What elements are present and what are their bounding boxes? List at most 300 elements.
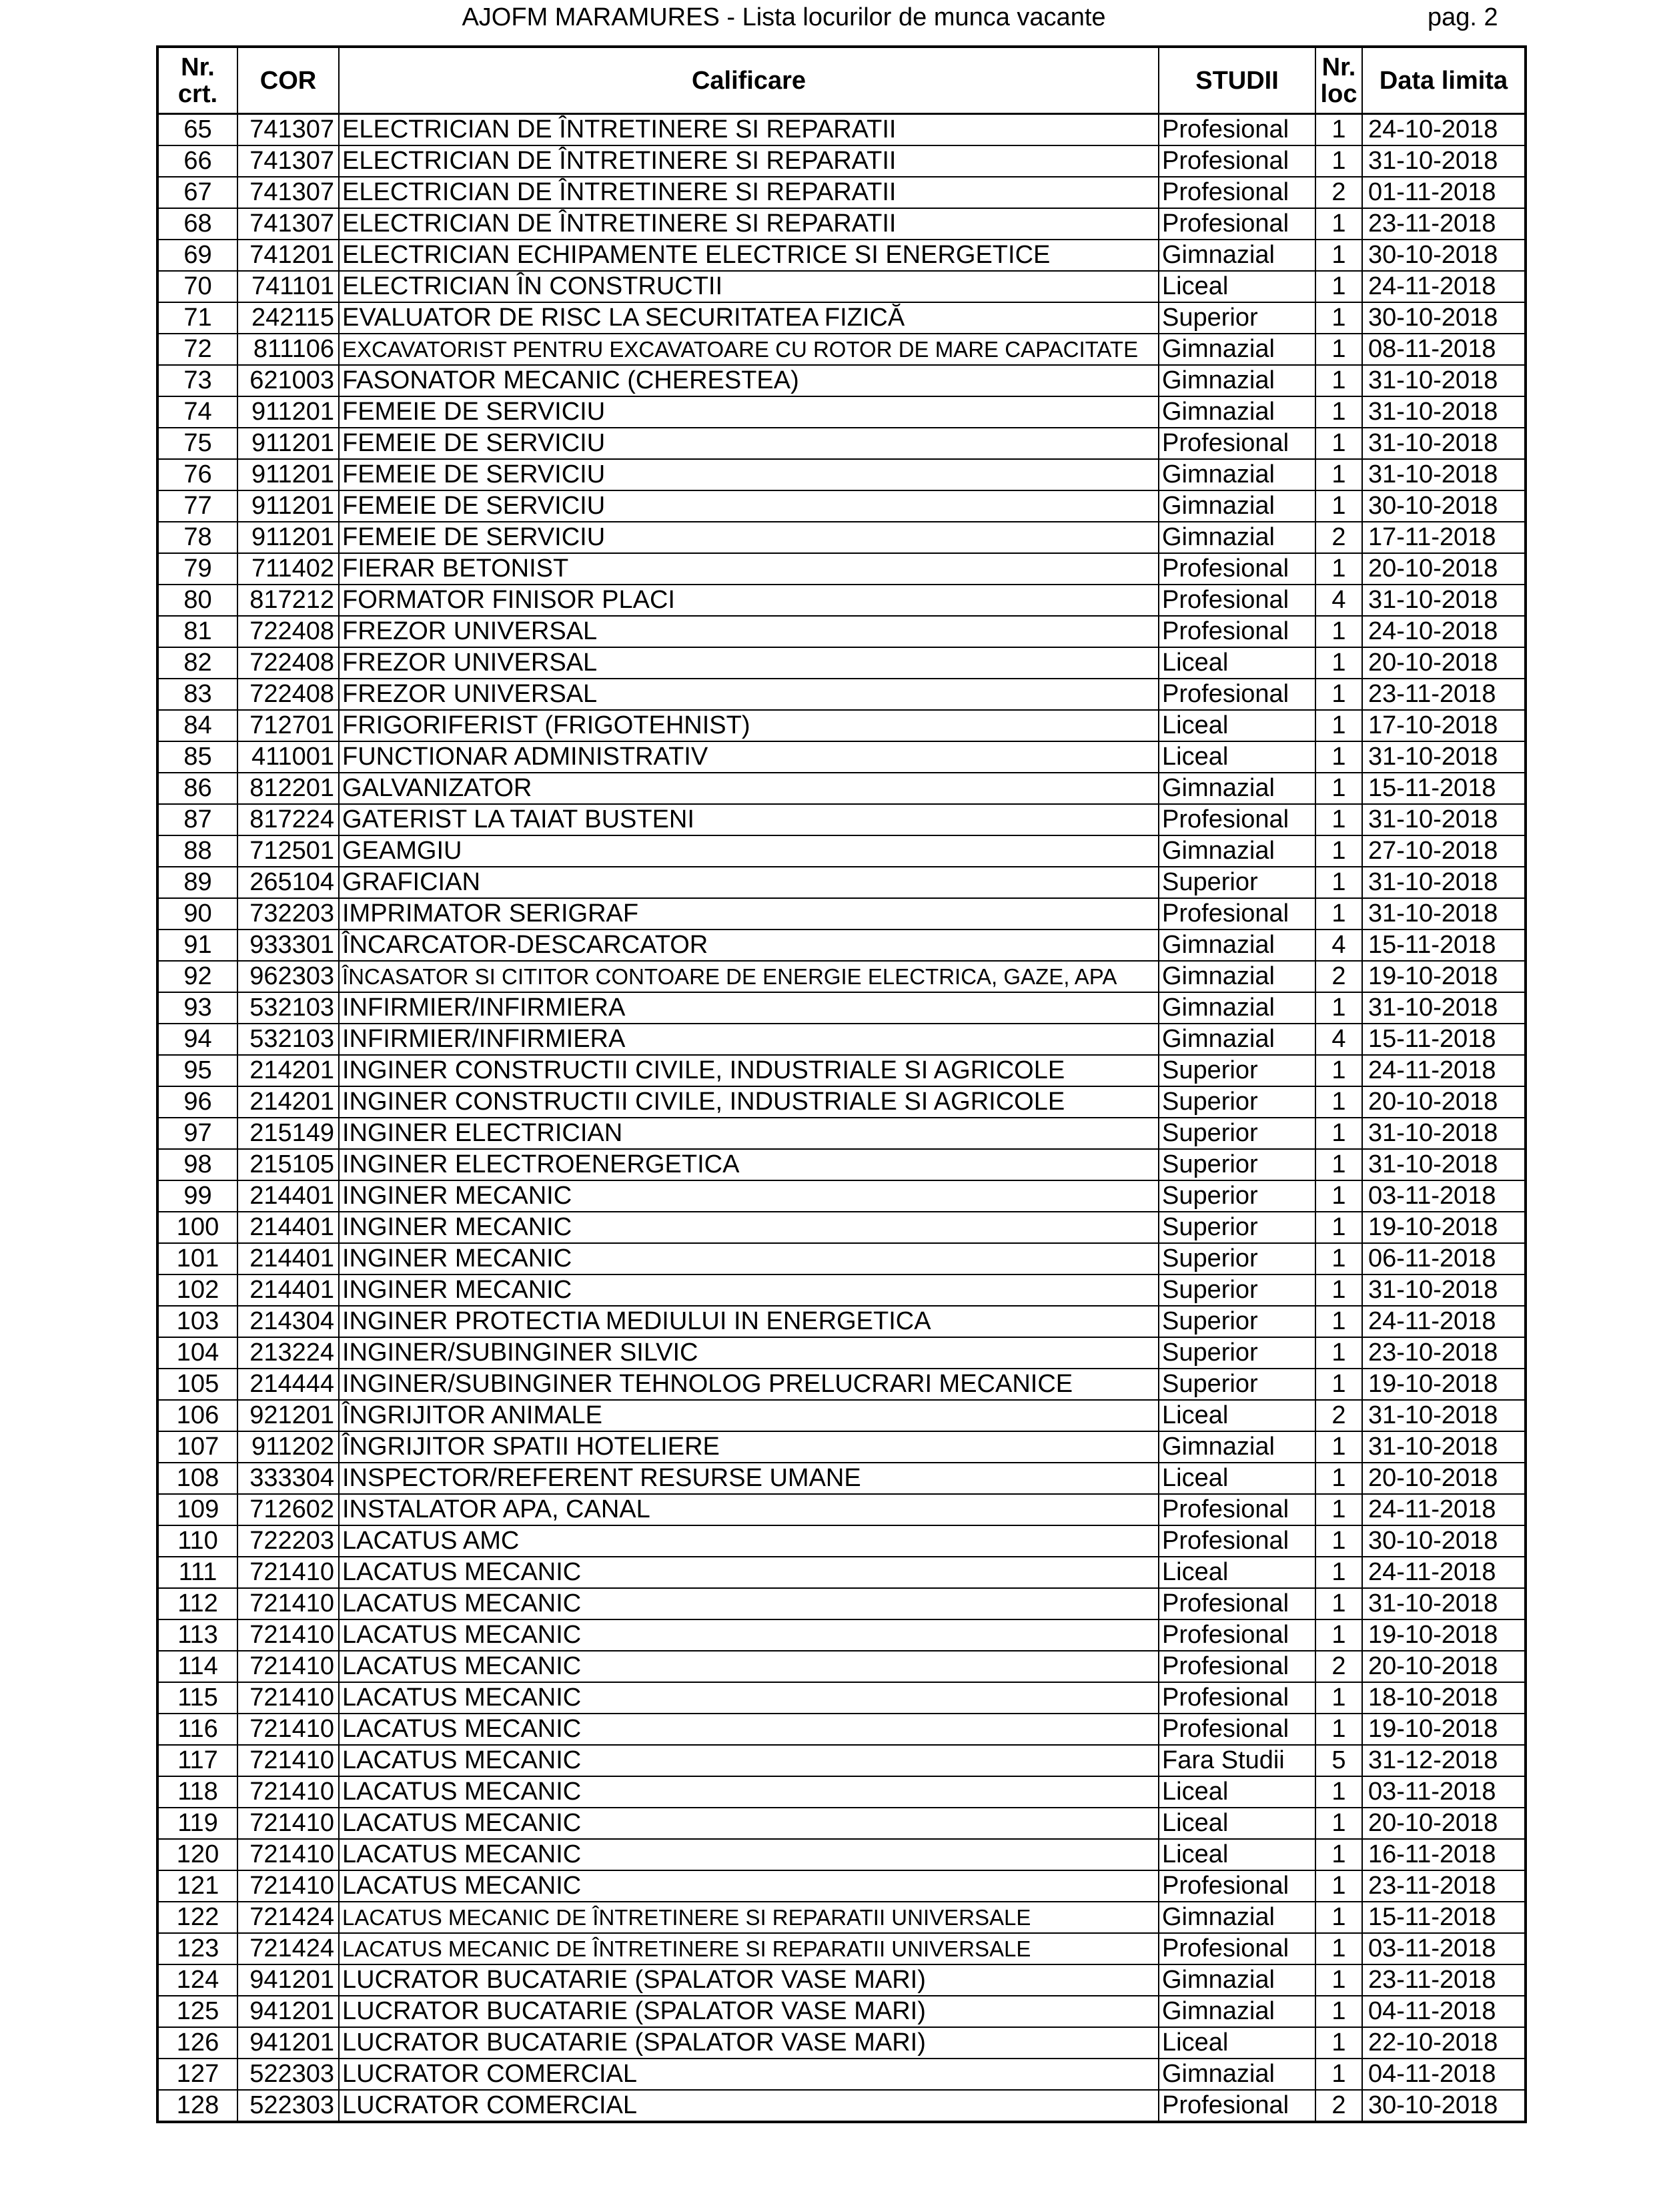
cell-nr-crt: 124 <box>157 1964 237 1996</box>
cell-nr-crt: 68 <box>157 208 237 240</box>
cell-nr-loc: 1 <box>1315 1996 1362 2027</box>
cell-cor: 721410 <box>237 1682 339 1714</box>
cell-data-limita: 31-10-2018 <box>1362 898 1526 930</box>
cell-studii: Gimnazial <box>1159 1964 1315 1996</box>
table-row <box>157 365 1526 396</box>
cell-studii: Superior <box>1159 867 1315 898</box>
cell-calificare: LACATUS MECANIC <box>339 1808 1159 1839</box>
cell-cor: 732203 <box>237 898 339 930</box>
cell-nr-crt: 128 <box>157 2090 237 2122</box>
cell-calificare: GRAFICIAN <box>339 867 1159 898</box>
cell-data-limita: 30-10-2018 <box>1362 2090 1526 2122</box>
table-row <box>157 835 1526 867</box>
cell-calificare: ELECTRICIAN DE ÎNTRETINERE SI REPARATII <box>339 114 1159 146</box>
cell-nr-crt: 110 <box>157 1525 237 1557</box>
cell-nr-loc: 1 <box>1315 271 1362 302</box>
cell-studii: Gimnazial <box>1159 459 1315 490</box>
cell-nr-loc: 1 <box>1315 1337 1362 1369</box>
column-header-nr-crt-line1: Nr. <box>181 53 215 81</box>
cell-calificare: FORMATOR FINISOR PLACI <box>339 585 1159 616</box>
cell-studii: Gimnazial <box>1159 1902 1315 1933</box>
cell-calificare: LACATUS MECANIC <box>339 1651 1159 1682</box>
cell-studii: Profesional <box>1159 1714 1315 1745</box>
cell-studii: Liceal <box>1159 1808 1315 1839</box>
cell-nr-loc: 1 <box>1315 145 1362 177</box>
cell-nr-crt: 92 <box>157 961 237 992</box>
cell-data-limita: 31-10-2018 <box>1362 459 1526 490</box>
cell-data-limita: 15-11-2018 <box>1362 1024 1526 1055</box>
cell-nr-crt: 78 <box>157 522 237 553</box>
cell-data-limita: 20-10-2018 <box>1362 1463 1526 1494</box>
cell-data-limita: 24-11-2018 <box>1362 271 1526 302</box>
cell-cor: 712701 <box>237 710 339 741</box>
cell-studii: Profesional <box>1159 1619 1315 1651</box>
cell-studii: Gimnazial <box>1159 1024 1315 1055</box>
cell-calificare: ELECTRICIAN ECHIPAMENTE ELECTRICE SI ENERGETICE <box>339 240 1159 271</box>
cell-studii: Superior <box>1159 1369 1315 1400</box>
cell-studii: Profesional <box>1159 616 1315 647</box>
table-row <box>157 2059 1526 2090</box>
cell-nr-crt: 82 <box>157 647 237 679</box>
cell-calificare: FEMEIE DE SERVICIU <box>339 490 1159 522</box>
cell-nr-loc: 1 <box>1315 1243 1362 1274</box>
table-header <box>157 47 1526 114</box>
cell-nr-crt: 107 <box>157 1431 237 1463</box>
cell-nr-loc: 1 <box>1315 396 1362 428</box>
page-number: pag. 2 <box>1428 3 1498 31</box>
table-body <box>157 114 1526 2123</box>
cell-data-limita: 24-11-2018 <box>1362 1306 1526 1337</box>
table-row <box>157 1212 1526 1243</box>
cell-studii: Gimnazial <box>1159 240 1315 271</box>
cell-nr-loc: 1 <box>1315 1431 1362 1463</box>
table-row <box>157 1619 1526 1651</box>
cell-calificare: INGINER ELECTRICIAN <box>339 1118 1159 1149</box>
cell-calificare: GALVANIZATOR <box>339 773 1159 804</box>
cell-nr-loc: 1 <box>1315 1902 1362 1933</box>
cell-nr-loc: 1 <box>1315 302 1362 334</box>
cell-cor: 721410 <box>237 1776 339 1808</box>
cell-nr-crt: 111 <box>157 1557 237 1588</box>
cell-studii: Profesional <box>1159 553 1315 585</box>
cell-studii: Superior <box>1159 1306 1315 1337</box>
cell-nr-loc: 1 <box>1315 1808 1362 1839</box>
cell-nr-crt: 102 <box>157 1274 237 1306</box>
cell-nr-crt: 88 <box>157 835 237 867</box>
cell-nr-loc: 1 <box>1315 1525 1362 1557</box>
cell-cor: 522303 <box>237 2090 339 2122</box>
table-row <box>157 1337 1526 1369</box>
cell-calificare: INFIRMIER/INFIRMIERA <box>339 992 1159 1024</box>
cell-nr-loc: 1 <box>1315 365 1362 396</box>
cell-cor: 621003 <box>237 365 339 396</box>
table-row <box>157 1494 1526 1525</box>
cell-studii: Superior <box>1159 302 1315 334</box>
cell-studii: Profesional <box>1159 1525 1315 1557</box>
table-row <box>157 1118 1526 1149</box>
cell-data-limita: 23-10-2018 <box>1362 1337 1526 1369</box>
cell-calificare: LACATUS AMC <box>339 1525 1159 1557</box>
cell-nr-loc: 1 <box>1315 647 1362 679</box>
table-row <box>157 1274 1526 1306</box>
cell-calificare: INGINER MECANIC <box>339 1180 1159 1212</box>
cell-cor: 532103 <box>237 1024 339 1055</box>
column-header-nr-loc-line1: Nr. <box>1321 53 1356 81</box>
table-row <box>157 1431 1526 1463</box>
cell-nr-loc: 4 <box>1315 930 1362 961</box>
cell-nr-loc: 1 <box>1315 1714 1362 1745</box>
cell-data-limita: 31-10-2018 <box>1362 1431 1526 1463</box>
cell-studii: Liceal <box>1159 647 1315 679</box>
table-row <box>157 804 1526 835</box>
cell-nr-crt: 81 <box>157 616 237 647</box>
cell-data-limita: 31-10-2018 <box>1362 992 1526 1024</box>
cell-studii: Superior <box>1159 1118 1315 1149</box>
cell-nr-loc: 1 <box>1315 2059 1362 2090</box>
table-row <box>157 177 1526 208</box>
cell-calificare: GATERIST LA TAIAT BUSTENI <box>339 804 1159 835</box>
cell-nr-loc: 1 <box>1315 1964 1362 1996</box>
cell-calificare: LUCRATOR BUCATARIE (SPALATOR VASE MARI) <box>339 2027 1159 2059</box>
cell-nr-crt: 121 <box>157 1870 237 1902</box>
cell-studii: Gimnazial <box>1159 930 1315 961</box>
cell-cor: 741201 <box>237 240 339 271</box>
cell-calificare: GEAMGIU <box>339 835 1159 867</box>
cell-calificare: ÎNGRIJITOR ANIMALE <box>339 1400 1159 1431</box>
cell-data-limita: 31-10-2018 <box>1362 1118 1526 1149</box>
cell-cor: 741307 <box>237 145 339 177</box>
cell-studii: Profesional <box>1159 1588 1315 1619</box>
cell-data-limita: 19-10-2018 <box>1362 1369 1526 1400</box>
cell-nr-crt: 95 <box>157 1055 237 1086</box>
cell-data-limita: 19-10-2018 <box>1362 961 1526 992</box>
cell-data-limita: 31-10-2018 <box>1362 1149 1526 1180</box>
table-row <box>157 145 1526 177</box>
cell-nr-loc: 2 <box>1315 1651 1362 1682</box>
cell-cor: 213224 <box>237 1337 339 1369</box>
document-title: AJOFM MARAMURES - Lista locurilor de munca vacante <box>462 3 1106 31</box>
cell-studii: Gimnazial <box>1159 835 1315 867</box>
cell-cor: 722408 <box>237 679 339 710</box>
cell-cor: 941201 <box>237 1996 339 2027</box>
cell-nr-loc: 1 <box>1315 428 1362 459</box>
cell-data-limita: 15-11-2018 <box>1362 930 1526 961</box>
table-row <box>157 679 1526 710</box>
table-row <box>157 773 1526 804</box>
cell-nr-loc: 4 <box>1315 585 1362 616</box>
cell-nr-loc: 1 <box>1315 1839 1362 1870</box>
cell-cor: 911201 <box>237 459 339 490</box>
table-row <box>157 1557 1526 1588</box>
table-row <box>157 1180 1526 1212</box>
cell-calificare: LACATUS MECANIC <box>339 1619 1159 1651</box>
table-row <box>157 741 1526 773</box>
table-row <box>157 930 1526 961</box>
vacancies-table <box>156 45 1527 2123</box>
cell-data-limita: 30-10-2018 <box>1362 302 1526 334</box>
cell-cor: 712602 <box>237 1494 339 1525</box>
cell-calificare: LACATUS MECANIC DE ÎNTRETINERE SI REPARATII UNIVERSALE <box>339 1933 1159 1964</box>
table-row <box>157 1933 1526 1964</box>
cell-data-limita: 15-11-2018 <box>1362 1902 1526 1933</box>
cell-calificare: FREZOR UNIVERSAL <box>339 647 1159 679</box>
cell-studii: Profesional <box>1159 428 1315 459</box>
cell-calificare: LACATUS MECANIC <box>339 1557 1159 1588</box>
table-row <box>157 302 1526 334</box>
cell-nr-loc: 2 <box>1315 177 1362 208</box>
table-row <box>157 114 1526 146</box>
cell-calificare: EVALUATOR DE RISC LA SECURITATEA FIZICĂ <box>339 302 1159 334</box>
cell-studii: Superior <box>1159 1243 1315 1274</box>
cell-nr-loc: 1 <box>1315 490 1362 522</box>
column-header-calificare: Calificare <box>339 47 1159 114</box>
cell-nr-loc: 1 <box>1315 334 1362 365</box>
cell-cor: 721410 <box>237 1651 339 1682</box>
cell-nr-loc: 1 <box>1315 1776 1362 1808</box>
cell-calificare: INGINER MECANIC <box>339 1212 1159 1243</box>
cell-nr-crt: 103 <box>157 1306 237 1337</box>
cell-studii: Gimnazial <box>1159 365 1315 396</box>
cell-studii: Profesional <box>1159 2090 1315 2122</box>
cell-studii: Profesional <box>1159 177 1315 208</box>
table-row <box>157 2027 1526 2059</box>
cell-nr-loc: 1 <box>1315 1055 1362 1086</box>
cell-nr-crt: 77 <box>157 490 237 522</box>
table-row <box>157 1902 1526 1933</box>
cell-calificare: FUNCTIONAR ADMINISTRATIV <box>339 741 1159 773</box>
cell-studii: Profesional <box>1159 208 1315 240</box>
table-row <box>157 1525 1526 1557</box>
cell-data-limita: 17-10-2018 <box>1362 710 1526 741</box>
cell-nr-loc: 1 <box>1315 1274 1362 1306</box>
cell-data-limita: 31-10-2018 <box>1362 867 1526 898</box>
cell-data-limita: 20-10-2018 <box>1362 1086 1526 1118</box>
cell-data-limita: 31-10-2018 <box>1362 1274 1526 1306</box>
table-row <box>157 1149 1526 1180</box>
cell-cor: 214201 <box>237 1055 339 1086</box>
cell-calificare: INGINER CONSTRUCTII CIVILE, INDUSTRIALE SI AGRICOLE <box>339 1055 1159 1086</box>
cell-calificare: LACATUS MECANIC <box>339 1714 1159 1745</box>
cell-nr-loc: 1 <box>1315 1494 1362 1525</box>
cell-calificare: INGINER/SUBINGINER TEHNOLOG PRELUCRARI MECANICE <box>339 1369 1159 1400</box>
cell-data-limita: 31-10-2018 <box>1362 145 1526 177</box>
cell-nr-loc: 1 <box>1315 1619 1362 1651</box>
cell-nr-loc: 1 <box>1315 1369 1362 1400</box>
cell-calificare: ÎNCASATOR SI CITITOR CONTOARE DE ENERGIE ELECTRICA, GAZE, APA <box>339 961 1159 992</box>
cell-studii: Gimnazial <box>1159 522 1315 553</box>
cell-calificare: LUCRATOR COMERCIAL <box>339 2090 1159 2122</box>
cell-calificare: FEMEIE DE SERVICIU <box>339 396 1159 428</box>
cell-data-limita: 01-11-2018 <box>1362 177 1526 208</box>
cell-nr-crt: 112 <box>157 1588 237 1619</box>
cell-nr-loc: 1 <box>1315 1149 1362 1180</box>
cell-nr-crt: 120 <box>157 1839 237 1870</box>
cell-calificare: FASONATOR MECANIC (CHERESTEA) <box>339 365 1159 396</box>
cell-nr-crt: 118 <box>157 1776 237 1808</box>
cell-nr-loc: 1 <box>1315 114 1362 146</box>
cell-calificare: LUCRATOR BUCATARIE (SPALATOR VASE MARI) <box>339 1996 1159 2027</box>
cell-calificare: LUCRATOR COMERCIAL <box>339 2059 1159 2090</box>
cell-data-limita: 19-10-2018 <box>1362 1714 1526 1745</box>
table-row <box>157 522 1526 553</box>
cell-studii: Gimnazial <box>1159 1431 1315 1463</box>
cell-nr-crt: 109 <box>157 1494 237 1525</box>
cell-cor: 721410 <box>237 1557 339 1588</box>
cell-studii: Superior <box>1159 1337 1315 1369</box>
cell-calificare: INGINER PROTECTIA MEDIULUI IN ENERGETICA <box>339 1306 1159 1337</box>
cell-nr-loc: 1 <box>1315 710 1362 741</box>
cell-studii: Profesional <box>1159 1651 1315 1682</box>
column-header-nr-loc-line2: loc <box>1320 79 1357 108</box>
cell-studii: Profesional <box>1159 1933 1315 1964</box>
cell-studii: Profesional <box>1159 898 1315 930</box>
cell-nr-loc: 1 <box>1315 898 1362 930</box>
cell-cor: 411001 <box>237 741 339 773</box>
table-row <box>157 428 1526 459</box>
cell-nr-crt: 117 <box>157 1745 237 1776</box>
table-row <box>157 1808 1526 1839</box>
cell-cor: 215105 <box>237 1149 339 1180</box>
cell-cor: 741101 <box>237 271 339 302</box>
cell-cor: 522303 <box>237 2059 339 2090</box>
cell-studii: Gimnazial <box>1159 773 1315 804</box>
column-header-studii: STUDII <box>1159 47 1315 114</box>
cell-nr-crt: 73 <box>157 365 237 396</box>
cell-data-limita: 31-12-2018 <box>1362 1745 1526 1776</box>
cell-data-limita: 31-10-2018 <box>1362 741 1526 773</box>
cell-nr-crt: 71 <box>157 302 237 334</box>
cell-studii: Gimnazial <box>1159 334 1315 365</box>
cell-nr-crt: 99 <box>157 1180 237 1212</box>
cell-studii: Liceal <box>1159 741 1315 773</box>
cell-studii: Gimnazial <box>1159 396 1315 428</box>
cell-nr-crt: 127 <box>157 2059 237 2090</box>
cell-cor: 333304 <box>237 1463 339 1494</box>
cell-studii: Liceal <box>1159 710 1315 741</box>
cell-cor: 911201 <box>237 522 339 553</box>
cell-cor: 721410 <box>237 1588 339 1619</box>
cell-nr-crt: 101 <box>157 1243 237 1274</box>
cell-calificare: ELECTRICIAN DE ÎNTRETINERE SI REPARATII <box>339 177 1159 208</box>
cell-data-limita: 20-10-2018 <box>1362 553 1526 585</box>
cell-data-limita: 31-10-2018 <box>1362 804 1526 835</box>
table-row <box>157 1400 1526 1431</box>
cell-calificare: EXCAVATORIST PENTRU EXCAVATOARE CU ROTOR DE MARE CAPACITATE <box>339 334 1159 365</box>
cell-calificare: LACATUS MECANIC <box>339 1870 1159 1902</box>
cell-cor: 817212 <box>237 585 339 616</box>
cell-data-limita: 24-10-2018 <box>1362 616 1526 647</box>
cell-studii: Liceal <box>1159 1839 1315 1870</box>
table-row <box>157 898 1526 930</box>
cell-nr-loc: 2 <box>1315 2090 1362 2122</box>
table-row <box>157 208 1526 240</box>
cell-cor: 911201 <box>237 428 339 459</box>
cell-nr-loc: 1 <box>1315 616 1362 647</box>
cell-nr-crt: 93 <box>157 992 237 1024</box>
cell-nr-crt: 87 <box>157 804 237 835</box>
cell-nr-crt: 125 <box>157 1996 237 2027</box>
table-row <box>157 1714 1526 1745</box>
cell-studii: Liceal <box>1159 1557 1315 1588</box>
cell-nr-loc: 2 <box>1315 1400 1362 1431</box>
cell-calificare: LACATUS MECANIC DE ÎNTRETINERE SI REPARATII UNIVERSALE <box>339 1902 1159 1933</box>
cell-calificare: INGINER CONSTRUCTII CIVILE, INDUSTRIALE SI AGRICOLE <box>339 1086 1159 1118</box>
cell-calificare: ÎNGRIJITOR SPATII HOTELIERE <box>339 1431 1159 1463</box>
cell-cor: 721410 <box>237 1870 339 1902</box>
cell-data-limita: 31-10-2018 <box>1362 365 1526 396</box>
cell-data-limita: 27-10-2018 <box>1362 835 1526 867</box>
cell-nr-crt: 67 <box>157 177 237 208</box>
cell-nr-crt: 97 <box>157 1118 237 1149</box>
header-row <box>157 47 1526 114</box>
cell-data-limita: 20-10-2018 <box>1362 1651 1526 1682</box>
column-header-cor: COR <box>237 47 339 114</box>
cell-data-limita: 24-11-2018 <box>1362 1494 1526 1525</box>
table-row <box>157 2090 1526 2122</box>
cell-nr-crt: 83 <box>157 679 237 710</box>
cell-studii: Superior <box>1159 1149 1315 1180</box>
cell-cor: 214401 <box>237 1212 339 1243</box>
cell-data-limita: 17-11-2018 <box>1362 522 1526 553</box>
cell-nr-crt: 79 <box>157 553 237 585</box>
cell-cor: 721410 <box>237 1745 339 1776</box>
cell-nr-loc: 1 <box>1315 553 1362 585</box>
cell-nr-crt: 85 <box>157 741 237 773</box>
cell-data-limita: 31-10-2018 <box>1362 428 1526 459</box>
cell-cor: 242115 <box>237 302 339 334</box>
cell-studii: Liceal <box>1159 271 1315 302</box>
cell-calificare: INGINER ELECTROENERGETICA <box>339 1149 1159 1180</box>
cell-data-limita: 22-10-2018 <box>1362 2027 1526 2059</box>
table-row <box>157 396 1526 428</box>
table-row <box>157 271 1526 302</box>
cell-nr-crt: 119 <box>157 1808 237 1839</box>
table-row <box>157 585 1526 616</box>
cell-calificare: LACATUS MECANIC <box>339 1588 1159 1619</box>
cell-cor: 941201 <box>237 2027 339 2059</box>
cell-nr-crt: 84 <box>157 710 237 741</box>
cell-studii: Gimnazial <box>1159 2059 1315 2090</box>
cell-cor: 812201 <box>237 773 339 804</box>
cell-cor: 721424 <box>237 1902 339 1933</box>
table-row <box>157 553 1526 585</box>
cell-studii: Superior <box>1159 1180 1315 1212</box>
cell-data-limita: 16-11-2018 <box>1362 1839 1526 1870</box>
cell-nr-crt: 108 <box>157 1463 237 1494</box>
cell-nr-crt: 65 <box>157 114 237 146</box>
table-row <box>157 490 1526 522</box>
cell-nr-loc: 1 <box>1315 1463 1362 1494</box>
cell-data-limita: 31-10-2018 <box>1362 585 1526 616</box>
cell-nr-crt: 123 <box>157 1933 237 1964</box>
cell-data-limita: 30-10-2018 <box>1362 240 1526 271</box>
cell-nr-loc: 1 <box>1315 1933 1362 1964</box>
cell-cor: 214304 <box>237 1306 339 1337</box>
table-row <box>157 1682 1526 1714</box>
cell-data-limita: 15-11-2018 <box>1362 773 1526 804</box>
cell-studii: Superior <box>1159 1212 1315 1243</box>
cell-nr-crt: 76 <box>157 459 237 490</box>
cell-data-limita: 24-11-2018 <box>1362 1055 1526 1086</box>
cell-nr-crt: 91 <box>157 930 237 961</box>
cell-studii: Gimnazial <box>1159 1996 1315 2027</box>
cell-data-limita: 24-10-2018 <box>1362 114 1526 146</box>
cell-nr-crt: 116 <box>157 1714 237 1745</box>
cell-cor: 214201 <box>237 1086 339 1118</box>
cell-cor: 722408 <box>237 616 339 647</box>
cell-cor: 711402 <box>237 553 339 585</box>
cell-nr-crt: 66 <box>157 145 237 177</box>
